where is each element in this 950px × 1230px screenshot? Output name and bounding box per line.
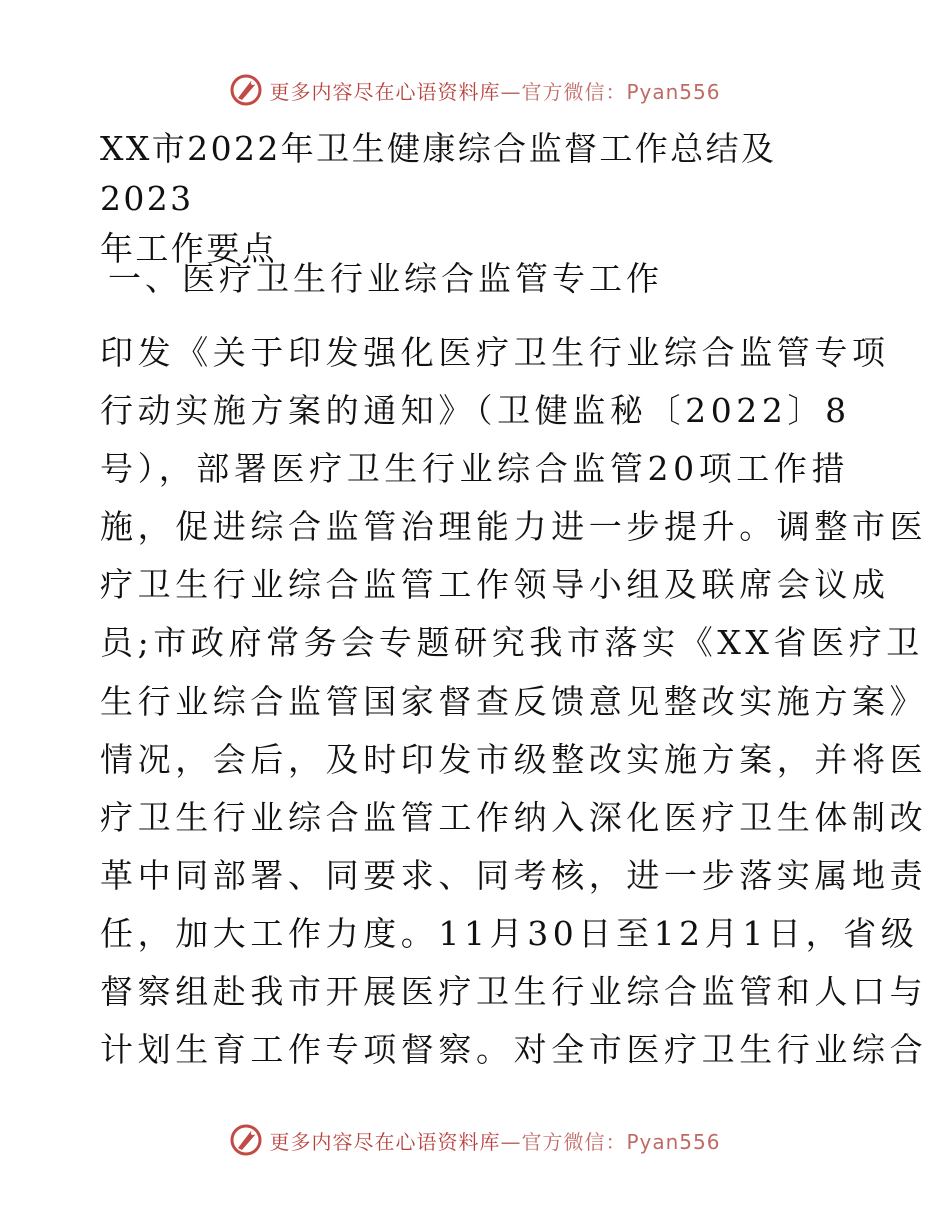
title-line-2: 年工作要点 bbox=[100, 229, 277, 268]
body-line: 疗卫生行业综合监管工作领导小组及联席会议成 bbox=[100, 565, 890, 605]
body-line: 行动实施方案的通知》（卫健监秘〔2022〕8 bbox=[100, 391, 851, 431]
watermark-brand: 更多内容尽在心语资料库 bbox=[269, 1129, 501, 1154]
body-line: 督察组赴我市开展医疗卫生行业综合监管和人口与 bbox=[100, 972, 928, 1012]
body-line: 号），部署医疗卫生行业综合监管20项工作措 bbox=[100, 449, 850, 489]
body-line: 情况，会后，及时印发市级整改实施方案，并将医 bbox=[100, 739, 928, 779]
body-line: 印发《关于印发强化医疗卫生行业综合监管专项 bbox=[100, 333, 890, 372]
watermark-text bbox=[269, 1126, 720, 1155]
body-line: 疗卫生行业综合监管工作纳入深化医疗卫生体制改 bbox=[100, 797, 928, 837]
watermark-contact: —官方微信：Pyan556 bbox=[500, 79, 721, 104]
body-line: 生行业综合监管国家督查反馈意见整改实施方案》 bbox=[100, 681, 928, 721]
title-line-1: XX市2022年卫生健康综合监督工作总结及2023 bbox=[100, 129, 777, 218]
pen-nib-logo-icon bbox=[229, 1123, 263, 1157]
body-line: 员;市政府常务会专题研究我市落实《XX省医疗卫 bbox=[100, 623, 924, 663]
watermark-header bbox=[0, 70, 950, 110]
body-line: 计划生育工作专项督察。对全市医疗卫生行业综合 bbox=[100, 1030, 928, 1070]
watermark-contact: —官方微信：Pyan556 bbox=[500, 1129, 721, 1154]
watermark-brand: 更多内容尽在心语资料库 bbox=[269, 79, 501, 104]
section-heading: 一、医疗卫生行业综合监管专工作 bbox=[108, 259, 663, 298]
body-paragraph bbox=[100, 328, 928, 1083]
watermark-text bbox=[269, 76, 720, 105]
body-line: 任，加大工作力度。11月30日至12月1日，省级 bbox=[100, 913, 919, 953]
watermark-footer bbox=[0, 1120, 950, 1160]
document-title bbox=[100, 124, 860, 274]
body-line: 施，促进综合监管治理能力进一步提升。调整市医 bbox=[100, 507, 928, 547]
pen-nib-logo-icon bbox=[229, 73, 263, 107]
body-line: 革中同部署、同要求、同考核，进一步落实属地责 bbox=[100, 855, 928, 895]
